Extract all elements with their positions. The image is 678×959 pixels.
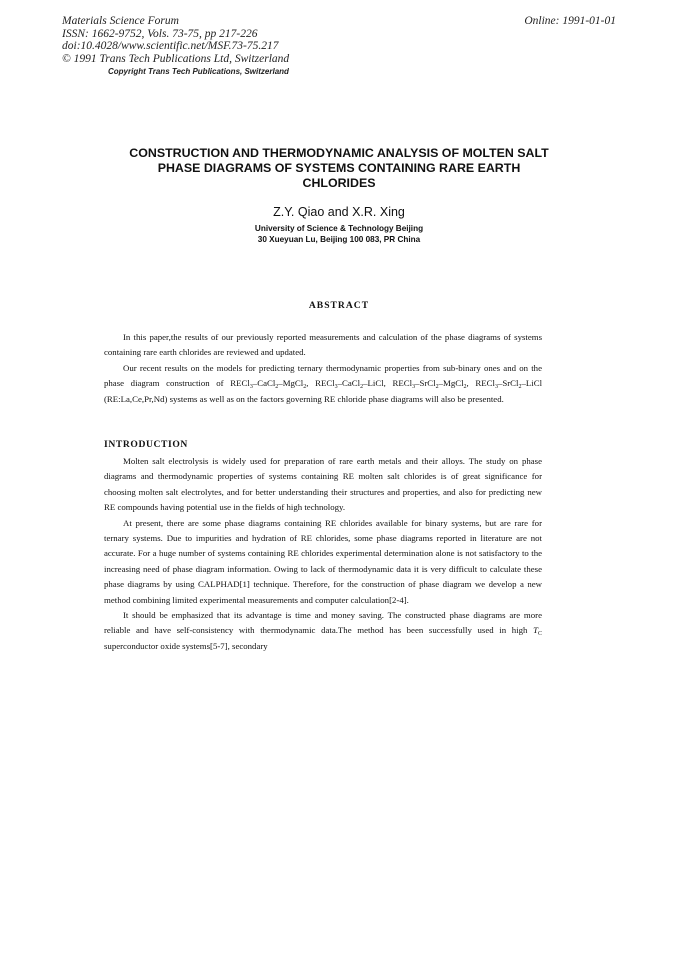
issn-line: ISSN: 1662-9752, Vols. 73-75, pp 217-226 (62, 27, 258, 40)
abstract-paragraph: In this paper,the results of our previously reported measurements and calculation of the phase diagrams of systems containing rare earth chlorides are reviewed and updated. (104, 332, 542, 358)
title-line: CONSTRUCTION AND THERMODYNAMIC ANALYSIS OF MOLTEN SALT (129, 146, 549, 160)
affiliation-line: University of Science & Technology Beijing (254, 224, 424, 233)
introduction-body (104, 454, 542, 654)
title-line: CHLORIDES (302, 176, 376, 190)
introduction-heading: INTRODUCTION (104, 439, 188, 450)
journal-name: Materials Science Forum (62, 15, 179, 27)
doi-line: doi:10.4028/www.scientific.net/MSF.73-75.217 (62, 40, 279, 52)
intro-paragraph: Molten salt electrolysis is widely used for preparation of rare earth metals and their alloys. The study on phase diagrams and thermodynamic properties of systems containing RE molten salt chlorides is of great significance for choosing molten salt electrolytes, and for better understanding their structures and properties, and also for predicting new RE compounds having potential use in the fields of high technology. (104, 456, 542, 513)
abstract-heading: ABSTRACT (308, 300, 370, 311)
abstract-body (104, 330, 542, 407)
authors: Z.Y. Qiao and X.R. Xing (273, 205, 405, 219)
journal-header (62, 15, 289, 79)
online-date: Online: 1991-01-01 (524, 15, 616, 27)
copyright-line: Copyright Trans Tech Publications, Switzerland (108, 67, 289, 76)
publisher-line: © 1991 Trans Tech Publications Ltd, Switzerland (62, 52, 290, 65)
paper-title (100, 146, 578, 191)
intro-paragraph: At present, there are some phase diagrams containing RE chlorides available for binary systems, but are rare for ternary systems. Due to impurities and hydration of RE chlorides, some phase diagrams reported in literature are not accurate. For a huge number of systems containing RE chlorides experimental determination alone is not satisfactory to the increasing need of phase diagram information. Owing to lack of thermodynamic data it is very difficult to calculate these phase diagrams by using CALPHAD[1] technique. Therefore, for the construction of phase diagram we develop a new method combining limited experimental measurements and computer calculation[2-4]. (104, 517, 542, 605)
affiliation-line: 30 Xueyuan Lu, Beijing 100 083, PR China (257, 235, 421, 244)
intro-paragraph: It should be emphasized that its advantage is time and money saving. The constructed phase diagrams are more reliable and have self-consistency with thermodynamic data.The method has been successfully used in high $T_C$ superconductor oxide systems[5-7], secondary (104, 610, 542, 651)
abstract-paragraph: Our recent results on the models for predicting ternary thermodynamic properties from sub-binary ones and on the phase diagram construction of RECl$_3$–CaCl$_2$–MgCl$_2$, RECl$_3$–CaCl$_2$–LiCl, RECl$_3$–SrCl$_2$–MgCl$_2$, RECl$_3$–SrCl$_2$–LiCl (RE:La,Ce,Pr,Nd) systems as well as on the factors governing RE chloride phase diagrams will also be presented. (104, 362, 543, 404)
title-line: PHASE DIAGRAMS OF SYSTEMS CONTAINING RARE EARTH (157, 161, 521, 175)
affiliation (0, 223, 678, 245)
